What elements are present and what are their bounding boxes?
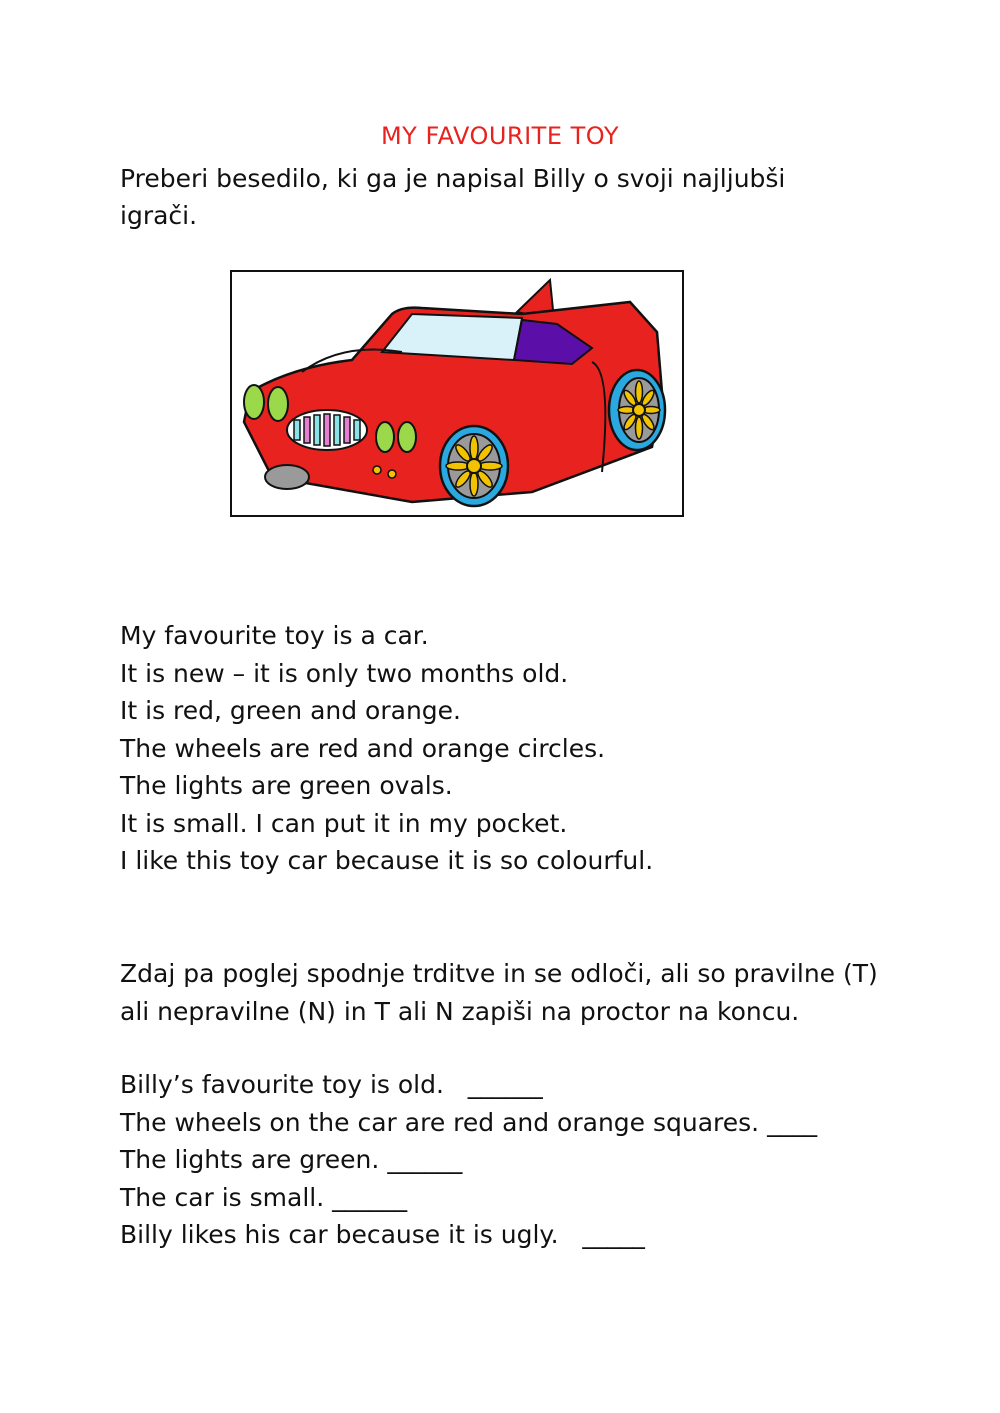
worksheet-title: MY FAVOURITE TOY — [380, 122, 620, 150]
statement-item — [120, 1141, 900, 1179]
headlight — [268, 387, 288, 421]
front-wheel — [440, 426, 508, 506]
red-car-illustration — [232, 272, 682, 515]
statement-text: The wheels on the car are red and orange squares. — [120, 1107, 768, 1137]
statement-item — [120, 1104, 900, 1142]
true-false-statements — [120, 1066, 900, 1254]
statement-item — [120, 1066, 900, 1104]
headlight — [398, 422, 416, 452]
story-line: My favourite toy is a car. — [120, 621, 429, 650]
fog-light — [373, 466, 381, 474]
statement-text: Billy’s favourite toy is old. — [120, 1070, 468, 1099]
story-line: The wheels are red and orange circles. — [120, 733, 606, 763]
statement-item — [120, 1179, 900, 1217]
story-line: It is red, green and orange. — [120, 696, 461, 725]
answer-blank[interactable]: ______ — [467, 1070, 543, 1099]
fog-light — [388, 470, 396, 478]
answer-blank[interactable]: ______ — [332, 1182, 408, 1212]
story-text — [120, 617, 900, 880]
intro-text: Preberi besedilo, ki ga je napisal Billy o svoji najljubši igrači. — [120, 164, 786, 230]
statement-text: Billy likes his car because it is ugly. — [120, 1220, 583, 1249]
statement-text: The car is small. — [120, 1182, 333, 1212]
answer-blank[interactable]: ____ — [767, 1107, 818, 1137]
story-line: The lights are green ovals. — [120, 771, 453, 800]
story-line: It is new – it is only two months old. — [120, 658, 569, 688]
story-line: It is small. I can put it in my pocket. — [120, 808, 568, 838]
toy-car-picture — [230, 270, 684, 517]
statement-text: The lights are green. — [120, 1145, 388, 1174]
rear-wheel — [609, 370, 665, 450]
answer-blank[interactable]: ______ — [387, 1145, 463, 1174]
story-line: I like this toy car because it is so colourful. — [120, 846, 654, 875]
headlight — [376, 422, 394, 452]
answer-blank[interactable]: _____ — [582, 1220, 645, 1249]
statement-item — [120, 1216, 900, 1254]
headlight — [244, 385, 264, 419]
task-instructions: Zdaj pa poglej spodnje trditve in se odloči, ali so pravilne (T) ali nepravilne (N) in T ali N zapiši na proctor na koncu. — [120, 959, 878, 1026]
front-left-wheel — [265, 465, 309, 489]
grille-bars — [294, 414, 360, 446]
